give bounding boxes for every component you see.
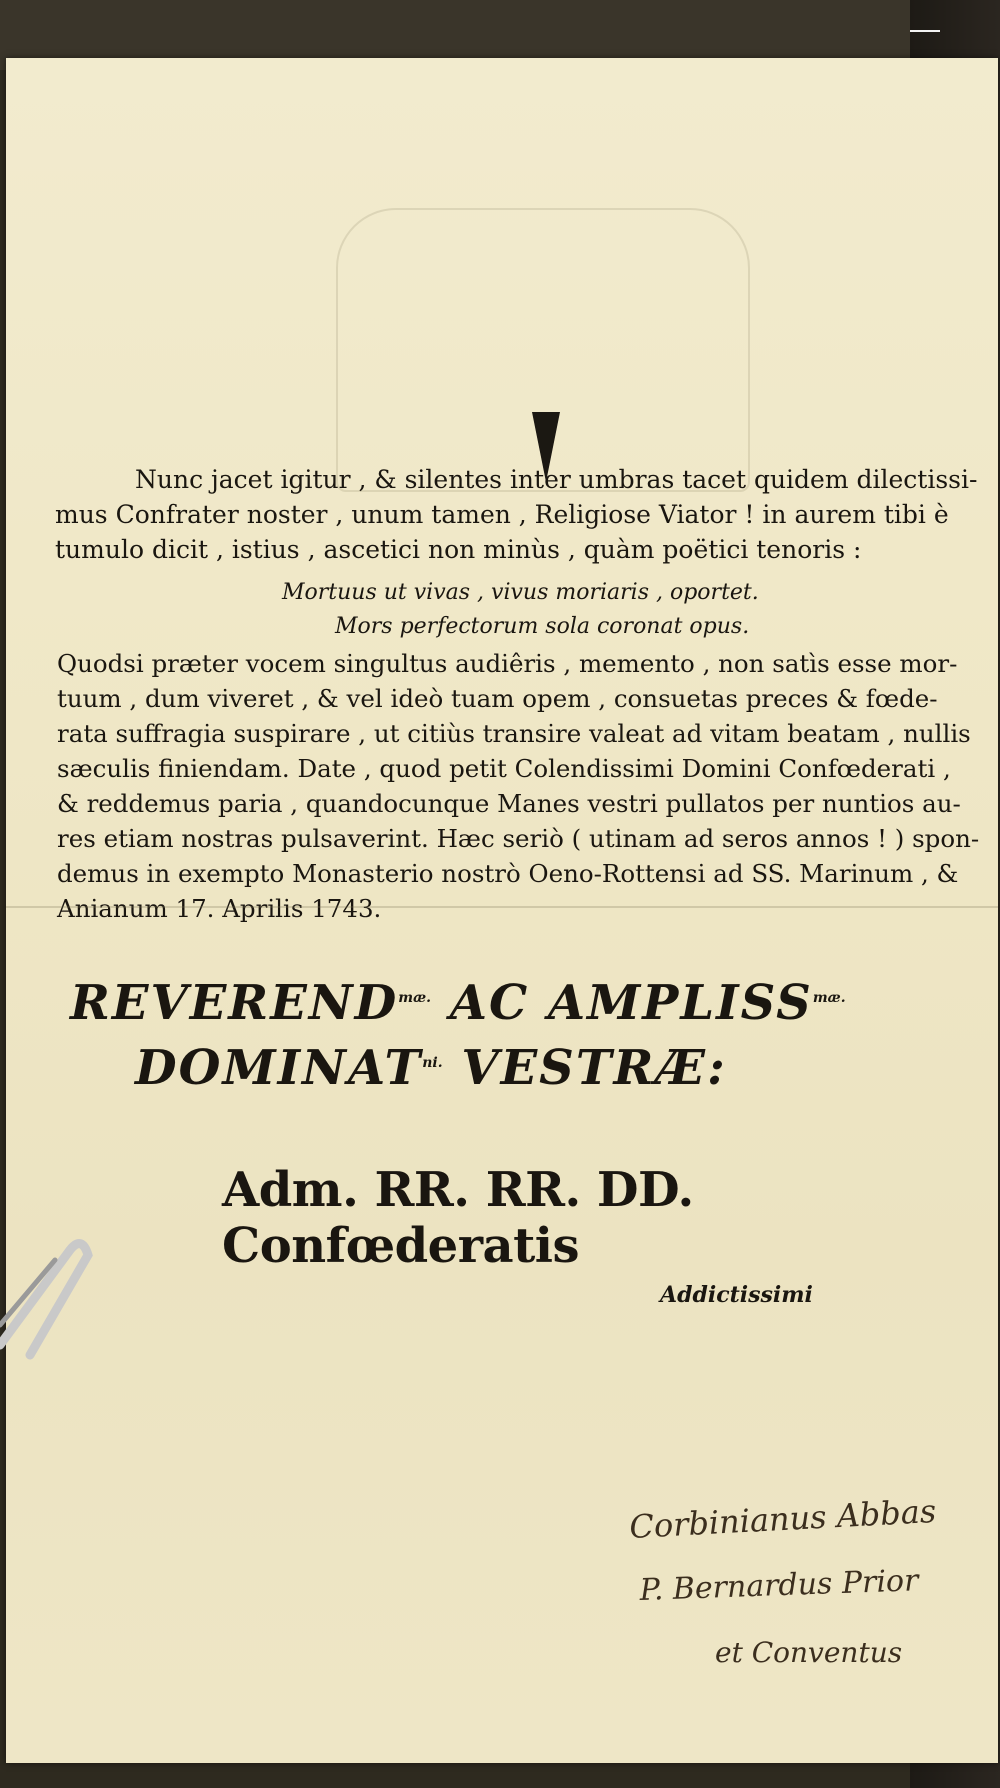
addictissimi-label: Addictissimi [660, 1282, 813, 1308]
text-line: & reddemus paria , quandocunque Manes vestri pullatos per nuntios au- [57, 789, 961, 818]
verse-line-1: Mortuus ut vivas , vivus moriaris , oportet. [282, 580, 759, 605]
text-line: sæculis finiendam. Date , quod petit Colendissimi Domini Confœderati , [57, 754, 951, 783]
text-line: Quodsi præter vocem singultus audiêris , memento , non satìs esse mor- [57, 649, 958, 678]
text-line: Nunc jacet igitur , & silentes inter umbras tacet quidem dilectissi- [135, 465, 978, 494]
recipient-line: Adm. RR. RR. DD. Confœderatis [222, 1162, 694, 1274]
text-line: Anianum 17. Aprilis 1743. [57, 894, 382, 923]
salutation-line-2 [135, 1040, 727, 1096]
text-line: tumulo dicit , istius , ascetici non minùs , quàm poëtici tenoris : [55, 535, 862, 564]
superscript: mæ. [812, 990, 846, 1006]
salutation-line-1 [70, 975, 846, 1031]
superscript: ni. [422, 1055, 443, 1071]
salutation-reverend: REVEREND [70, 975, 399, 1031]
handwritten-signature [620, 1490, 1000, 1700]
signature-line-prior: P. Bernardus Prior [639, 1563, 919, 1608]
signature-line-abbas: Corbinianus Abbas [628, 1491, 938, 1546]
salutation-vestrae: VESTRÆ: [461, 1040, 727, 1096]
signature-line-conventus: et Conventus [715, 1636, 903, 1669]
superscript: mæ. [398, 990, 432, 1006]
body-paragraph-1 [55, 462, 995, 497]
paper-clip-icon [0, 1230, 95, 1370]
ruler-tick [910, 30, 940, 32]
text-line: rata suffragia suspirare , ut citiùs transire valeat ad vitam beatam , nullis [57, 719, 971, 748]
fold-crease [6, 906, 998, 908]
verse-line-2: Mors perfectorum sola coronat opus. [335, 614, 750, 639]
text-line: mus Confrater noster , unum tamen , Religiose Viator ! in aurem tibi è [55, 500, 949, 529]
salutation-dominat: DOMINAT [135, 1040, 423, 1096]
text-line: tuum , dum viveret , & vel ideò tuam opem , consuetas preces & fœde- [57, 684, 938, 713]
text-line: res etiam nostras pulsaverint. Hæc seriò ( utinam ad seros annos ! ) spon- [57, 824, 980, 853]
body-paragraph-1-cont [55, 497, 995, 567]
text-line: demus in exempto Monasterio nostrò Oeno-Rottensi ad SS. Marinum , & [57, 859, 959, 888]
salutation-ampliss: AC AMPLISS [449, 975, 813, 1031]
body-paragraph-2 [57, 646, 985, 926]
